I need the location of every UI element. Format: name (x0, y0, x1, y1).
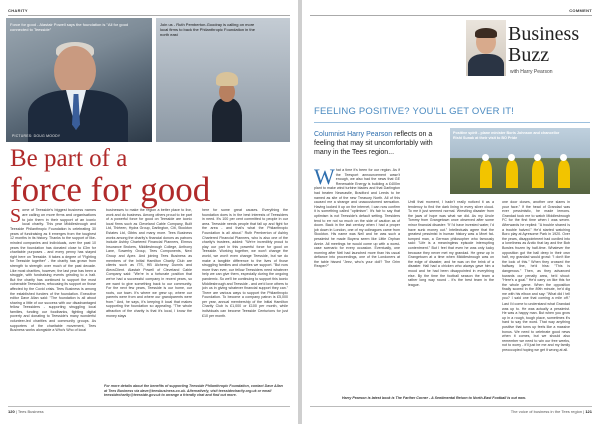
article-intro: ome of Teesside's biggest business names are calling on more firms and organisations to join them in their support of an iconic local charity. (22, 208, 96, 227)
portrait-body (468, 54, 504, 76)
column-title-line-2: Buzz (508, 44, 550, 66)
divider (8, 15, 290, 16)
photo-caption: Join us - Ruth Pemberton-Goodray is calling on more local firms to back the Philanthropic Foundation in the north east (160, 22, 255, 37)
divider (8, 406, 290, 407)
page-number: 120 (8, 409, 15, 414)
headline-line-2: force for good (10, 170, 211, 209)
section-tag: CHARITY (8, 8, 28, 13)
drop-cap: S (10, 205, 22, 227)
photo-figure-head (54, 46, 96, 96)
article-text: This year Middlesbrough and Teesside Philanthropic Foundation is celebrating 30 years of fundraising as it emerges from the toughest 12 months in its history. Thanks to the support of like-minded companies and individuals, over the past 10 years the foundation has donated close to £3m for charitable purposes - and every penny has stayed right here on Teesside. It takes a degree of "Fighting for Teesside together" - the charity has grown from strength to strength over much of the past decade. Like most charities, however, the last year has been a struggle, with fundraising events grinding to a halt. But the charity has continued to support the most vulnerable Teessiders, refocusing its support on those affected by the Covid crisis. Tees Business is among the established funders of the foundation. Executive editor Dave Allan said: "The foundation is all about sharing a little of our success with our disadvantaged fellow Teessiders - supporting struggling local families, funding our foodbanks, fighting digital poverty and donating to Teesside's many wonderful volunteer-led charities and community groups. As supporters of the charitable movement, Tees Business works alongside a Who's Who of local (10, 222, 96, 333)
ge-renewable-photo (450, 128, 590, 194)
photo-caption: Positive spirit - plane minister Boris Johnson and chancellor Rishi Sunak at their visit to BO Pride (453, 131, 560, 140)
page-number: 121 (585, 409, 592, 414)
photo-figure (506, 160, 518, 188)
photo-figure (532, 160, 544, 188)
column-title-line-1: Business (508, 23, 580, 45)
portrait-hair (475, 28, 497, 38)
divider (310, 15, 592, 16)
publication-tagline: The voice of business in the Tees region (510, 409, 583, 414)
section-tag: COMMENT (569, 8, 592, 13)
photo-figure-hair (216, 72, 238, 86)
photo-figure (558, 160, 570, 188)
article-column-4: Last I'd come to understand what Grandad was up to. He was actually a pessimist. He was a happy man. But when you grow up in a rough, tough place, sometimes it's hard to say the word. That way anything positive that turns up feels like a massive bonus. We need to celebrate good news when it comes, but we should also remember we need to win our free weeks, not to worry - it'll just be me and my family preoccupied hoping we get it wrong at all. (502, 302, 570, 352)
left-page (0, 0, 298, 424)
column-title (508, 24, 579, 66)
article-column-3: one door closes, another one slams in your face." If the head of Grandad was ever pessimistic, he made lemons. Grandad took me to watch Middlesbrough FC for the first time when I was seven. Afterwards he replied: "A trouble shared is a trouble halved." He'd started watching Boro play at Ayresome Park in 1920. Over the years, disappointment had curdled into a loneliness as Arctic that lay and the Bob Bowles frozen by half-time. Whatever the opposition got the ball deep in their own half, my grandad would growl: "I don't like the look of this." When they crossed the halfway line, he'd hiss: "This is dangerous." Then, as they advanced towards our penalty area, he'd shout: "Here's a goal." He'd carry on like this for the whole game. When the opposition finally scored in the 89th minute, he'd dig me with his elbow and say: "What did I tell you? I said one that coming a mile off." (502, 200, 570, 300)
author-credit: Harry Pearson is latest book is The Farther Corner - A Sentimental Return to North-East Football is out now. (342, 396, 526, 400)
photo-caption: Force for good - Alastair Powell says the foundation is "All for good connected to Teesside" (10, 22, 129, 32)
contact-footnote: For more details about the benefits of supporting Teesside Philanthropic Foundation, contact Dave Allan at Tees Business via dave@teesbusiness.co.uk. Alternatively, visit teessidecharity.org.uk or email teessidecharity@teesside.gov.uk to arrange a friendly chat and find out more. (104, 384, 283, 397)
divider (314, 122, 590, 123)
article-lede (314, 130, 442, 157)
photo-figure-head (482, 154, 489, 161)
article-column-2: Until that moment, I hadn't really noticed it as a tendency to find the dark lining in every silver cloud. To me it just seemed normal. Wrestling disaster from the jaws of hope was what we did. As my Uncle Tommy from Grangetown once observed after some minor financial disaster: "If I'd have invested water, I'd have sunk money out." Intellectuals agree that the greatest pessimist in human history was a Mnet fat-tumped man, a German philosopher who famously said: "Life is a meaningless episode interrupting contentment." But I feel that even he was only lucky because they never met my grandad. He grew up in Grangetown at a time when Middlesbrough was on the edge of disaster, and he was on the brink of a disaster. Hall had a chicken who always gave him a mood and he had been disappointed in everything else. By the time the football season the team a rather long way round - it's the best team in the league. (408, 200, 494, 287)
drop-cap: W (314, 168, 335, 189)
column-byline: with Harry Pearson (510, 69, 553, 75)
photo-figure-head (534, 154, 541, 161)
photo-figure-head (560, 154, 567, 161)
headline-line-1: Be part of a (10, 145, 128, 172)
photo-figure-body (212, 98, 242, 142)
page-folio: 120 | Tees Business (8, 409, 44, 414)
page-folio: The voice of business in the Tees region | 121 (510, 409, 592, 414)
article-headline (10, 146, 290, 207)
article-body (10, 205, 290, 404)
article-column-1 (10, 205, 96, 333)
alastair-powell-photo (6, 18, 152, 142)
article-column-1 (314, 168, 400, 394)
photo-credit: PICTURES: DOUG MOODY (12, 134, 61, 138)
article-headline: FEELING POSITIVE? YOU'LL GET OVER IT! (314, 106, 515, 117)
article-column-2: businesses to make the region a better place to live, work and do business. Among others proud to be part of a powerful force for good on Teesside are iconic local firms such as Cleveland Cable Company, Built Ltd, Thirteen, Hydra Group, Darlington, Citi, Stockton Estates Ltd, Gibbs and many more. Tees Business works among the charity's financial donors as patrons include Ashby Chartered Financial Planners, Elmrus Insurance Brokers, Middlesbrough College, Anthony Lane, Sowerby Group, Tees Components, Nexi Group and Apex. And joining Tees Business as members of the Initial Hamilton Charity Club are clients such as ITS, HB Alchemy Dunnis and AlecsClient. Alastair Powell of Cleveland Cable Company said: "We're in a fortunate position that we've had a successful company in recent years, so we want to give something back to our community. For the next few years, Teesside is our home, our roots, our town. It's where we grew up, where our parents were from and where our grandparents were from." And, he says, it's keeping it local that makes supporting the foundation so appealing. "The whole attraction of the charity is that it's local, I know the money stays (106, 208, 192, 318)
publication-name: Tees Business (17, 409, 44, 414)
photo-figure (480, 160, 492, 188)
columnist-portrait (466, 20, 506, 76)
article-text: hat a time it's been for our region. As if the Teesport announcement wasn't enough, we also had the news that GE Renewable Energy is building a £400m plant to make wind turbine blades and that Darlington had beaten Newcastle, Bradford and Leeds to be named as site of the new Treasury North. All of this caused me a strange and unaccustomed sensation. Having looked it up on the internet, I can now confirm it is something called "optimism". It's fair to say that optimism is not Teesside's default setting. Teesiders tend to err not so much on the side of caution as of doom. Back in the last century when I had a proper job down in London, one of my colleagues came from Stockton. His name was Neil and he was such a pessimist he made Boyera seem like Little Orphan Annie. All meetings he would come up with a worst-case scenario for every occasion. Eventually, one morning after Neil had launched more than his usual defiance into proceedings, one of the Londoners at the table hissed "Jeez, who's your doll? The Grim Reaper?" (314, 168, 400, 269)
ruth-pemberton-photo (156, 18, 290, 142)
right-page (302, 0, 600, 424)
photo-figure-head (508, 154, 515, 161)
lede-text: reflects on a feeling that may sit uncomfortably with many in the Tees region... (314, 131, 433, 156)
divider (310, 406, 592, 407)
article-column-3: here for some great causes. Everything the foundation does is in the best interests of Teessiders in need. It's 100 per cent committed to people in our area. Teesside needs people that fall up and fight for the area - and that's what the Philanthropic Foundation is all about." Ruth Pemberton of Ashby Chartered Financial Planners, who is also one of the charity's trustees, added: "We're incredibly proud to play our part in this powerful force for good on Teesside. Working together, we won't change the world, we won't even change Teesside, but we do make a tangible difference to the lives of those struggling families and charities we support. "But now more than ever, our fellow Teessiders need whatever help we can give them, especially during the ongoing pandemic. So we'll be continuing to support this iconic Middlesbrough and Teesside - and we'd love others to join us in giving whatever financial support they can." There are various ways to support the Philanthropic Foundation. To become a company patron is £5,000 per year, annual membership of the Initial Hamilton Charity Club is £1,000 or £100 per month, while individuals can become Teesside Centurions for just £10 per month. (202, 208, 288, 318)
lede-label: Columnist Harry Pearson (314, 131, 393, 138)
